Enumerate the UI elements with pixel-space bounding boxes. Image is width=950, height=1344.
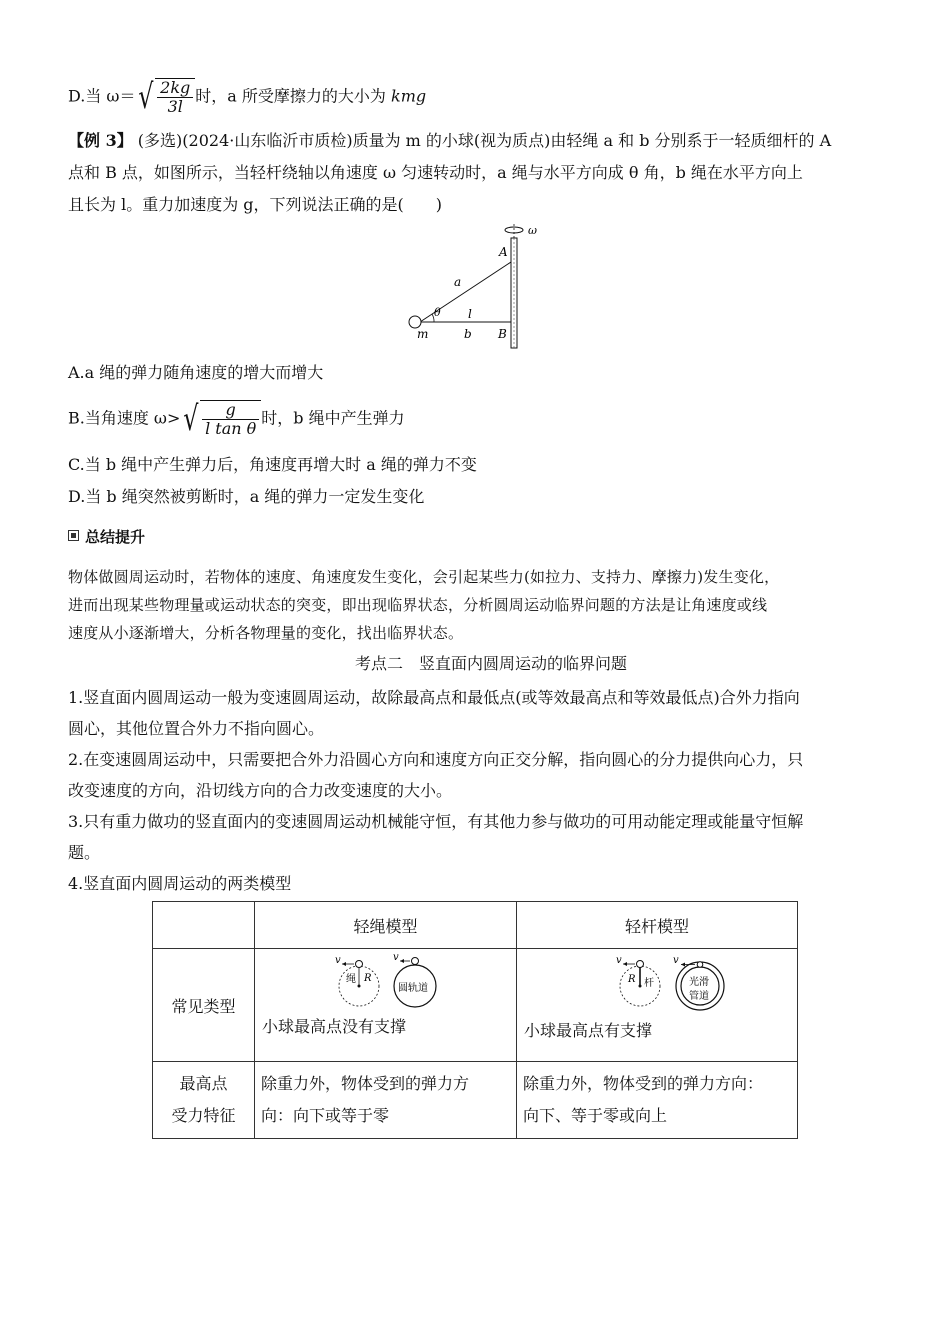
table-corner (153, 902, 255, 949)
option-c: C.当 b 绳中产生弹力后，角速度再增大时 a 绳的弹力不变 (68, 455, 477, 474)
velocity-label: v (616, 955, 622, 966)
rod-types-text: 小球最高点有支撑 (524, 1021, 653, 1040)
example3-line3: 且长为 l。重力加速度为 g，下列说法正确的是( ) (68, 195, 443, 214)
section-title: 考点二 竖直面内圆周运动的临界问题 (355, 654, 628, 673)
models-table (152, 901, 798, 1139)
row-label-types: 常见类型 (153, 949, 255, 1062)
table-row (153, 949, 798, 1062)
summary-line1: 物体做圆周运动时，若物体的速度、角速度发生变化，会引起某些力(如拉力、支持力、摩擦力)发生变化， (68, 568, 780, 586)
rod-label: 杆 (644, 978, 654, 989)
fraction-numerator: g (202, 401, 259, 420)
omega-label: ω (528, 224, 537, 237)
example3-line2: 点和 B 点，如图所示，当轻杆绕轴以角速度 ω 匀速转动时，a 绳与水平方向成 θ 角，b 绳在水平方向上 (68, 163, 803, 182)
header-rod-model: 轻杆模型 (517, 902, 798, 949)
row-label-force-2: 受力特征 (171, 1106, 236, 1125)
tube-label-1: 光滑 (689, 977, 709, 988)
rod-model-figure (518, 950, 796, 1016)
rod-force-line2: 向下、等于零或向上 (523, 1106, 668, 1125)
option-b-suffix: 时，b 绳中产生弹力 (261, 408, 405, 428)
cell-rope-types (255, 949, 517, 1062)
para1-line2: 圆心，其他位置合外力不指向圆心。 (68, 719, 325, 738)
example3-line1 (68, 130, 831, 152)
option-b (68, 400, 405, 438)
ball (356, 961, 363, 968)
para3-line2: 题。 (68, 843, 101, 862)
table-header-row (153, 902, 798, 949)
para1-line1: 1.竖直面内圆周运动一般为变速圆周运动，故除最高点和最低点(或等效最高点和等效最低点)合外力指向 (68, 688, 800, 707)
rope-types-text: 小球最高点没有支撑 (262, 1017, 407, 1036)
velocity-label: v (393, 952, 399, 963)
row-label-force (153, 1062, 255, 1139)
cell-rod-types (517, 949, 798, 1062)
fraction-denominator: 3l (167, 97, 183, 116)
para2-line1: 2.在变速圆周运动中，只需要把合外力沿圆心方向和速度方向正交分解，指向圆心的分力提供向心力，只 (68, 750, 804, 769)
velocity-label: v (335, 955, 341, 966)
rope-a-label: a (454, 275, 462, 289)
rope-force-line2: 向：向下或等于零 (261, 1106, 390, 1125)
option-d: D.当 b 绳突然被剪断时，a 绳的弹力一定发生变化 (68, 487, 425, 506)
length-label: l (468, 307, 472, 321)
track-label: 圆轨道 (398, 983, 428, 994)
point-b-label: B (498, 327, 507, 341)
option-d-value: kmg (391, 86, 427, 106)
summary-line2: 进而出现某些物理量或运动状态的突变，即出现临界状态，分析圆周运动临界问题的方法是让角速度或线 (68, 596, 768, 614)
rope-label: 绳 (346, 974, 356, 985)
summary-heading (68, 526, 145, 548)
fraction-denominator: l tan θ (205, 419, 257, 438)
para3-line1: 3.只有重力做功的竖直面内的变速圆周运动机械能守恒，有其他力参与做功的可用动能定理或能量守恒解 (68, 812, 804, 831)
rope-model-figure (256, 950, 515, 1016)
row-label-force-1: 最高点 (179, 1074, 228, 1093)
mass-label: m (417, 327, 429, 341)
fraction-numerator: 2kg (157, 79, 193, 98)
example-tag: 【例 3】 (68, 131, 133, 150)
radical-sign: √ (183, 399, 199, 439)
table-row (153, 1062, 798, 1139)
rod-force-line1: 除重力外，物体受到的弹力方向： (523, 1074, 764, 1093)
option-d-top (68, 78, 426, 116)
velocity-label: v (673, 955, 679, 966)
example3-text-1: (多选)(2024·山东临沂市质检)质量为 m 的小球(视为质点)由轻绳 a 和 b 分别系于一轻质细杆的 A (132, 131, 832, 150)
summary-title: 总结提升 (85, 528, 146, 546)
summary-line3: 速度从小逐渐增大，分析各物理量的变化，找出临界状态。 (68, 624, 464, 642)
radius-label: R (628, 974, 636, 985)
tube-label-2: 管道 (689, 991, 709, 1002)
theta-label: θ (434, 306, 441, 319)
header-rope-model: 轻绳模型 (255, 902, 517, 949)
option-d-prefix: D.当 ω＝ (68, 86, 136, 106)
cell-rod-force (517, 1062, 798, 1139)
para4: 4.竖直面内圆周运动的两类模型 (68, 874, 292, 893)
option-b-prefix: B.当角速度 ω> (68, 408, 181, 428)
point-a-label: A (499, 245, 508, 259)
rope-b-label: b (464, 327, 472, 341)
fraction (157, 79, 193, 116)
cell-rope-force (255, 1062, 517, 1139)
fraction (202, 401, 259, 438)
option-a: A.a 绳的弹力随角速度的增大而增大 (68, 363, 324, 382)
radius-label: R (364, 973, 372, 984)
summary-icon (68, 530, 79, 541)
para2-line2: 改变速度的方向，沿切线方向的合力改变速度的大小。 (68, 781, 453, 800)
option-d-suffix: 时，a 所受摩擦力的大小为 (195, 86, 391, 106)
radical-sign: √ (138, 77, 154, 117)
rope-force-line1: 除重力外，物体受到的弹力方 (261, 1074, 470, 1093)
rod-rope-figure (400, 222, 560, 352)
